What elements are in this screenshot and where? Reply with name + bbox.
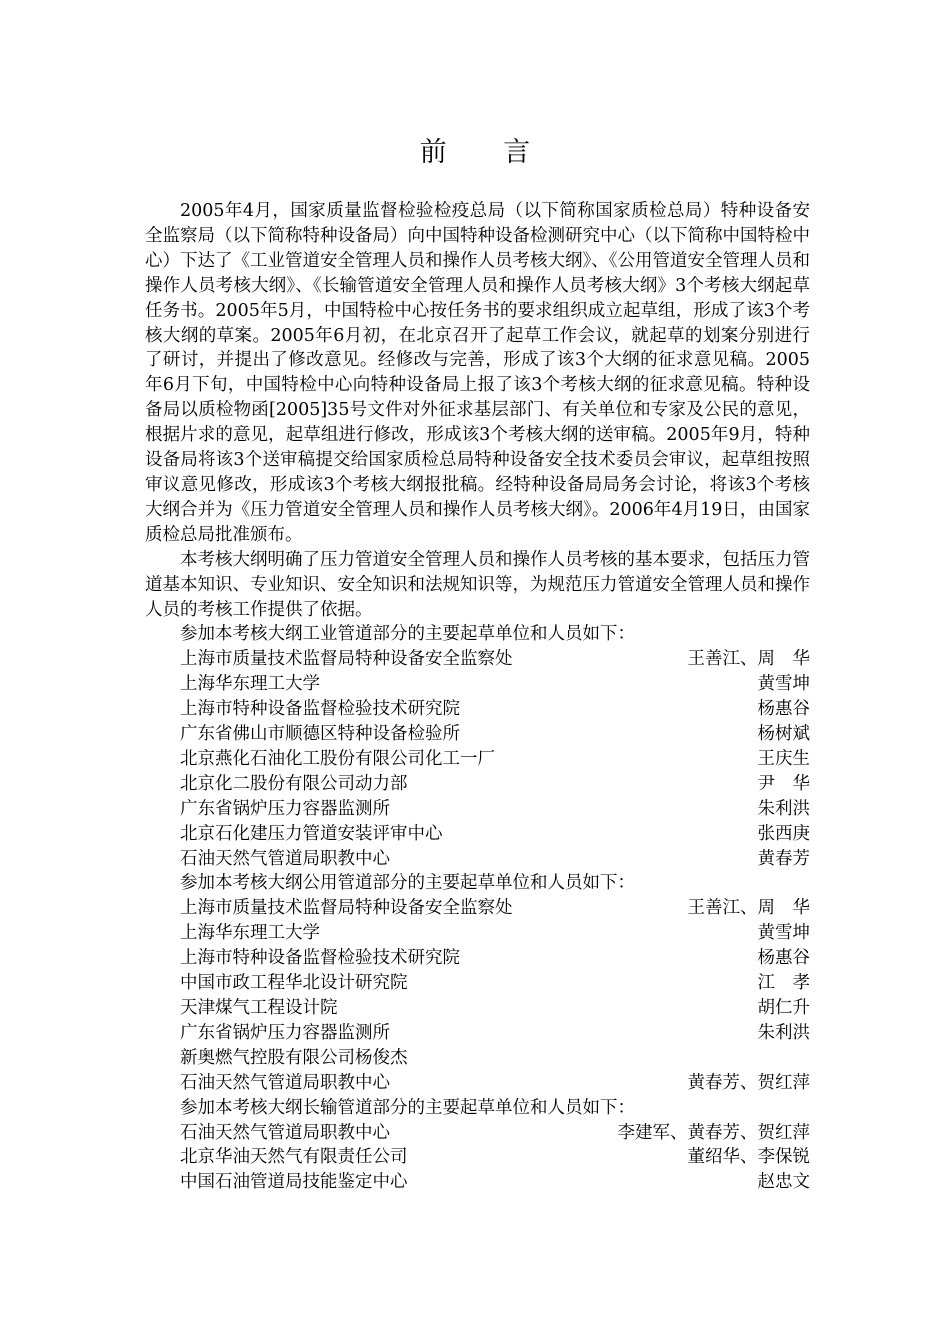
drafter-row xyxy=(145,747,810,772)
drafter-row xyxy=(145,822,810,847)
person-names: 朱利洪 xyxy=(757,798,810,819)
section-public-pipeline xyxy=(145,871,810,1095)
org-name: 上海市特种设备监督检验技术研究院 xyxy=(180,948,460,969)
drafter-row xyxy=(145,896,810,921)
section-industrial-pipeline xyxy=(145,622,810,871)
person-names: 王善江、周 华 xyxy=(687,649,810,670)
org-name: 上海华东理工大学 xyxy=(180,674,320,695)
org-name: 上海华东理工大学 xyxy=(180,923,320,944)
person-names: 杨惠谷 xyxy=(757,948,810,969)
section-intro: 参加本考核大纲工业管道部分的主要起草单位和人员如下： xyxy=(180,624,635,645)
drafter-row xyxy=(145,797,810,822)
org-name: 北京石化建压力管道安装评审中心 xyxy=(180,823,443,844)
drafter-row xyxy=(145,1021,810,1046)
paragraph-purpose: 本考核大纲明确了压力管道安全管理人员和操作人员考核的基本要求，包括压力管道基本知识、专业知识、安全知识和法规知识等，为规范压力管道安全管理人员和操作人员的考核工作提供了依据。 xyxy=(145,549,810,620)
person-names: 张西庚 xyxy=(757,823,810,844)
drafter-row xyxy=(145,697,810,722)
person-names: 李建军、黄春芳、贺红萍 xyxy=(617,1122,810,1143)
drafter-row xyxy=(145,1121,810,1146)
person-names: 董绍华、李保锐 xyxy=(687,1147,810,1168)
person-names: 杨树斌 xyxy=(757,724,810,745)
person-names: 黄雪坤 xyxy=(757,674,810,695)
org-name: 北京化二股份有限公司动力部 xyxy=(180,773,408,794)
drafter-row xyxy=(145,996,810,1021)
drafter-row xyxy=(145,722,810,747)
person-names: 朱利洪 xyxy=(757,1022,810,1043)
drafter-row xyxy=(145,1145,810,1170)
person-names: 尹 华 xyxy=(757,773,810,794)
org-name: 石油天然气管道局职教中心 xyxy=(180,1072,390,1093)
drafter-row xyxy=(145,847,810,872)
org-name: 北京华油天然气有限责任公司 xyxy=(180,1147,408,1168)
org-name: 石油天然气管道局职教中心 xyxy=(180,1122,390,1143)
drafter-row xyxy=(145,946,810,971)
drafter-row xyxy=(145,772,810,797)
person-names: 胡仁升 xyxy=(757,998,810,1018)
section-long-distance-pipeline xyxy=(145,1096,810,1196)
org-name: 广东省佛山市顺德区特种设备检验所 xyxy=(180,724,460,745)
org-name: 中国石油管道局技能鉴定中心 xyxy=(180,1172,408,1193)
org-name: 中国市政工程华北设计研究院 xyxy=(180,973,408,994)
org-name: 上海市特种设备监督检验技术研究院 xyxy=(180,699,460,720)
section-intro: 参加本考核大纲长输管道部分的主要起草单位和人员如下： xyxy=(180,1097,635,1118)
person-names: 杨惠谷 xyxy=(757,699,810,720)
drafter-row xyxy=(145,971,810,996)
org-name: 新奥燃气控股有限公司杨俊杰 xyxy=(180,1047,408,1068)
drafter-row xyxy=(145,647,810,672)
drafter-row xyxy=(145,672,810,697)
org-name: 北京燕化石油化工股份有限公司化工一厂 xyxy=(180,748,495,769)
person-names: 赵忠文 xyxy=(757,1172,810,1193)
section-intro: 参加本考核大纲公用管道部分的主要起草单位和人员如下： xyxy=(180,873,635,894)
org-name: 广东省锅炉压力容器监测所 xyxy=(180,1022,390,1043)
drafter-row xyxy=(145,1071,810,1096)
person-names: 黄雪坤 xyxy=(757,923,810,944)
drafter-row xyxy=(145,1170,810,1195)
person-names: 黄春芳 xyxy=(757,848,810,869)
drafter-row xyxy=(145,921,810,946)
person-names: 黄春芳、贺红萍 xyxy=(687,1072,810,1093)
org-name: 天津煤气工程设计院 xyxy=(180,998,338,1018)
org-name: 石油天然气管道局职教中心 xyxy=(180,848,390,869)
person-names: 王善江、周 华 xyxy=(687,898,810,919)
page-title: 前 言 xyxy=(419,137,555,168)
org-name: 上海市质量技术监督局特种设备安全监察处 xyxy=(180,649,513,670)
person-names: 江 孝 xyxy=(757,973,810,994)
org-name: 广东省锅炉压力容器监测所 xyxy=(180,798,390,819)
paragraph-background: 2005年4月，国家质量监督检验检疫总局（以下简称国家质检总局）特种设备安全监察局（以下简称特种设备局）向中国特种设备检测研究中心（以下简称中国特检中心）下达了《工业管道安全管理人员和操作人员考核大纲》、《公用管道安全管理人员和操作人员考核大纲》、《长输管道安全管理人员和操作人员考核大纲》3个考核大纲起草任务书。2005年5月，中国特检中心按任务书的要求组织成立起草组，形成了该3个考核大纲的草案。2005年6月初，在北京召开了起草工作会议，就起草的划案分别进行了研讨，并提出了修改意见。经修改与完善，形成了该3个大纲的征求意见稿。2005年6月下旬，中国特检中心向特种设备局上报了该3个考核大纲的征求意见稿。特种设备局以质检物函[2005]35号文件对外征求基层部门、有关单位和专家及公民的意见，根据片求的意见，起草组进行修改，形成该3个考核大纲的送审稿。2005年9月，特种设备局将该3个送审稿提交给国家质检总局特种设备安全技术委员会审议，起草组按照审议意见修改，形成该3个考核大纲报批稿。经特种设备局局务会讨论，将该3个考核大纲合并为《压力管道安全管理人员和操作人员考核大纲》。2006年4月19日，由国家质检总局批准颁布。 xyxy=(145,201,810,545)
org-name: 上海市质量技术监督局特种设备安全监察处 xyxy=(180,898,513,919)
document-body xyxy=(145,199,810,1195)
person-names: 王庆生 xyxy=(757,748,810,769)
drafter-row xyxy=(145,1046,810,1071)
